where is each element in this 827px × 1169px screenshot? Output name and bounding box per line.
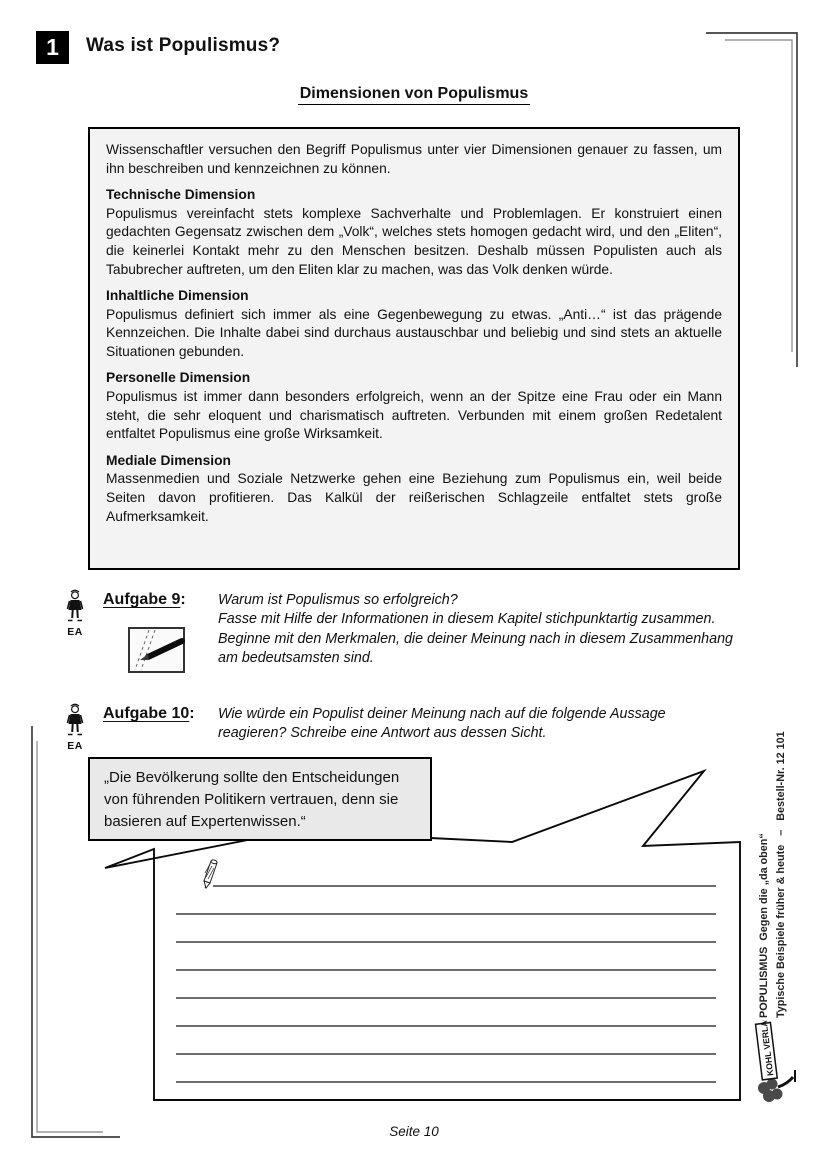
page-number: Seite 10 xyxy=(389,1124,439,1139)
dimension-heading-mediale: Mediale Dimension xyxy=(106,452,231,468)
work-mode-badge xyxy=(62,588,88,638)
work-mode-badge xyxy=(62,702,88,752)
imprint-order-number: Typische Beispiele früher & heute – Bestell-Nr. 12 101 xyxy=(775,731,787,1018)
info-box xyxy=(88,127,740,570)
dimension-heading-technische: Technische Dimension xyxy=(106,186,256,202)
dimension-text-mediale: Massenmedien und Soziale Netzwerke gehen eine Beziehung zum Populismus ein, weil beide Seiten davon profitieren. Das Kalkül der reißerischen Schlagzeile entfaltet stets große Aufmerksamkeit. xyxy=(106,471,722,524)
task-10-label: Aufgabe 10: xyxy=(103,705,195,722)
quote-box: „Die Bevölkerung sollte den Entscheidungen von führenden Politikern vertrauen, denn sie basieren auf Expertenwissen.“ xyxy=(88,757,432,841)
dimension-heading-inhaltliche: Inhaltliche Dimension xyxy=(106,287,249,303)
task-10 xyxy=(62,702,738,762)
task-9-label: Aufgabe 9: xyxy=(103,591,186,608)
chapter-number-badge: 1 xyxy=(36,31,69,64)
kohl-verlag-logo-icon xyxy=(754,1020,800,1106)
dimension-heading-personelle: Personelle Dimension xyxy=(106,370,251,386)
task-9-line-1: Warum ist Populismus so erfolgreich? xyxy=(218,592,458,608)
dimension-text-technische: Populismus vereinfacht stets komplexe Sachverhalte und Problemlagen. Er konstruiert einen gedachten Gegensatz zwischen dem „Volk“, welches stets homogen gedacht wird, und den „Eliten“, die keinerlei Kontakt mehr zu den Menschen besitzen. Deshalb müssen Populisten auch als Tabubrecher auftreten, um den Eliten klar zu machen, was das Volk denken würde. xyxy=(106,205,722,277)
task-10-line-1: Wie würde ein Populist deiner Meinung nach auf die folgende Aussage reagieren? Schreibe eine Antwort aus dessen Sicht. xyxy=(218,706,666,742)
imprint-series-title: POPULISMUS Gegen die „da oben“ xyxy=(758,833,770,1018)
person-icon xyxy=(63,702,87,736)
info-intro: Wissenschaftler versuchen den Begriff Populismus unter vier Dimensionen genauer zu fassen, um ihn beschreiben und kennzeichnen zu können. xyxy=(106,142,722,176)
publisher-logo xyxy=(754,1020,800,1106)
task-10-text xyxy=(218,705,734,744)
section-heading: Dimensionen von Populismus xyxy=(298,85,530,105)
task-9-text xyxy=(218,591,734,669)
subtitle-wrap xyxy=(88,85,740,103)
publisher-name: KOHL VERLAG xyxy=(757,1020,776,1077)
dimension-text-personelle: Populismus ist immer dann besonders erfolgreich, wenn an der Spitze eine Frau oder ein Mann steht, die sehr eloquent und charismatisch auftreten. Verbunden mit einem großen Redetalent entfaltet Populismus eine große Wirksamkeit. xyxy=(106,388,722,442)
dimension-text-inhaltliche: Populismus definiert sich immer als eine Gegenbewegung zu etwas. „Anti…“ ist das prägende Kennzeichen. Die Inhalte dabei sind durchaus austauschbar und beliebig und sind stets an aktuelle Situationen gebunden. xyxy=(106,306,722,360)
sidebar-imprint xyxy=(756,731,802,1018)
task-9-line-2: Fasse mit Hilfe der Informationen in diesem Kapitel stichpunktartig zusammen. Beginne mit den Merkmalen, die deiner Meinung nach in diesem Zusammenhang am bedeutsamsten sind. xyxy=(218,611,733,667)
task-9 xyxy=(62,588,738,698)
person-icon xyxy=(63,588,87,622)
work-mode-label: EA xyxy=(67,626,83,638)
work-mode-label: EA xyxy=(67,740,83,752)
pen-photo-icon xyxy=(128,627,185,673)
page-title: Was ist Populismus? xyxy=(86,35,281,56)
